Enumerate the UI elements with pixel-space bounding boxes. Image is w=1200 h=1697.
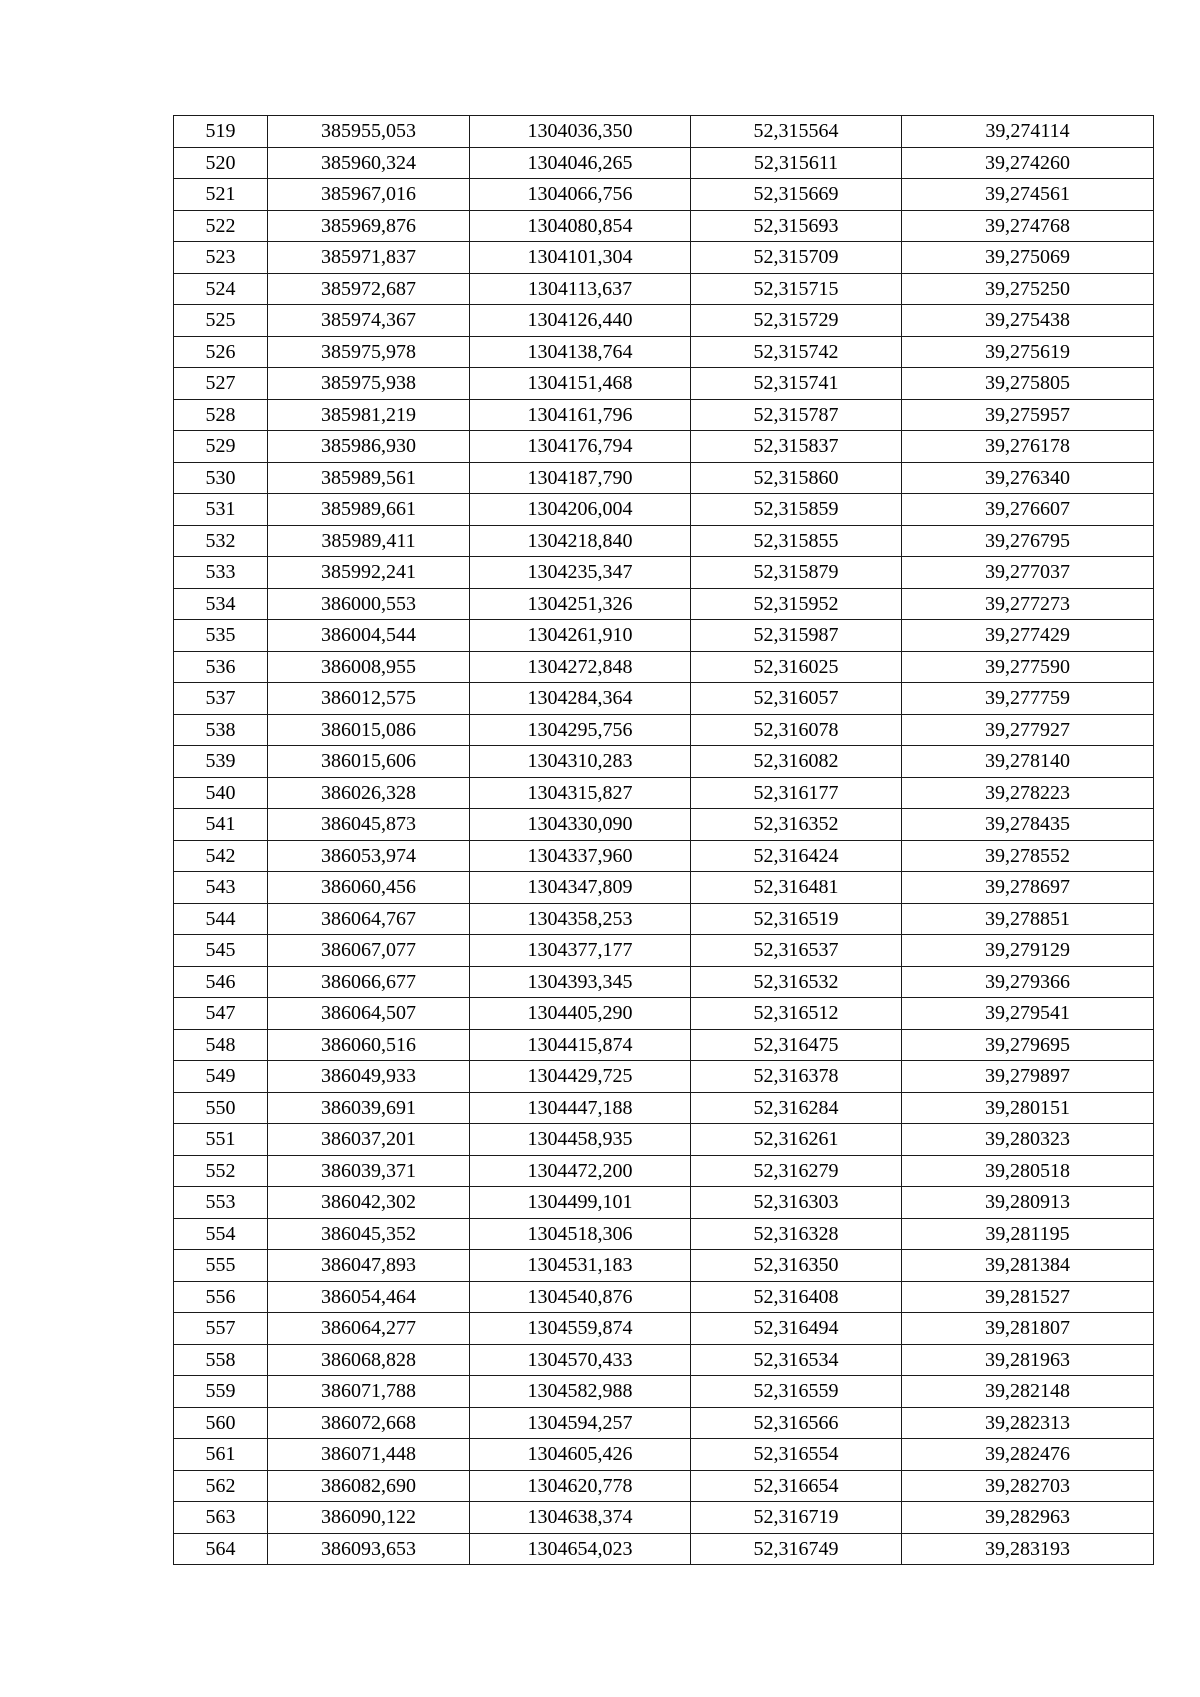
latitude-cell: 52,316512	[691, 998, 902, 1030]
point-number-cell: 555	[174, 1250, 268, 1282]
point-number-cell: 564	[174, 1533, 268, 1565]
longitude-cell: 39,280151	[902, 1092, 1154, 1124]
latitude-cell: 52,316082	[691, 746, 902, 778]
x-coordinate-cell: 386039,371	[268, 1155, 470, 1187]
y-coordinate-cell: 1304358,253	[470, 903, 691, 935]
latitude-cell: 52,315787	[691, 399, 902, 431]
x-coordinate-cell: 385972,687	[268, 273, 470, 305]
y-coordinate-cell: 1304540,876	[470, 1281, 691, 1313]
point-number-cell: 537	[174, 683, 268, 715]
point-number-cell: 563	[174, 1502, 268, 1534]
table-row	[174, 840, 1154, 872]
longitude-cell: 39,275957	[902, 399, 1154, 431]
table-row	[174, 242, 1154, 274]
y-coordinate-cell: 1304347,809	[470, 872, 691, 904]
x-coordinate-cell: 386039,691	[268, 1092, 470, 1124]
point-number-cell: 538	[174, 714, 268, 746]
longitude-cell: 39,279541	[902, 998, 1154, 1030]
latitude-cell: 52,316378	[691, 1061, 902, 1093]
x-coordinate-cell: 385974,367	[268, 305, 470, 337]
table-row	[174, 1218, 1154, 1250]
y-coordinate-cell: 1304654,023	[470, 1533, 691, 1565]
y-coordinate-cell: 1304330,090	[470, 809, 691, 841]
longitude-cell: 39,279897	[902, 1061, 1154, 1093]
table-row	[174, 809, 1154, 841]
longitude-cell: 39,277590	[902, 651, 1154, 683]
longitude-cell: 39,278552	[902, 840, 1154, 872]
latitude-cell: 52,315669	[691, 179, 902, 211]
longitude-cell: 39,279366	[902, 966, 1154, 998]
x-coordinate-cell: 386064,277	[268, 1313, 470, 1345]
latitude-cell: 52,316719	[691, 1502, 902, 1534]
point-number-cell: 528	[174, 399, 268, 431]
table-row	[174, 273, 1154, 305]
latitude-cell: 52,315859	[691, 494, 902, 526]
latitude-cell: 52,315693	[691, 210, 902, 242]
point-number-cell: 523	[174, 242, 268, 274]
table-row	[174, 525, 1154, 557]
table-row	[174, 651, 1154, 683]
point-number-cell: 552	[174, 1155, 268, 1187]
x-coordinate-cell: 385969,876	[268, 210, 470, 242]
point-number-cell: 531	[174, 494, 268, 526]
point-number-cell: 550	[174, 1092, 268, 1124]
table-row	[174, 1344, 1154, 1376]
point-number-cell: 533	[174, 557, 268, 589]
table-row	[174, 935, 1154, 967]
point-number-cell: 557	[174, 1313, 268, 1345]
point-number-cell: 553	[174, 1187, 268, 1219]
latitude-cell: 52,316408	[691, 1281, 902, 1313]
y-coordinate-cell: 1304046,265	[470, 147, 691, 179]
table-row	[174, 1376, 1154, 1408]
latitude-cell: 52,315742	[691, 336, 902, 368]
latitude-cell: 52,316177	[691, 777, 902, 809]
latitude-cell: 52,315837	[691, 431, 902, 463]
x-coordinate-cell: 385975,938	[268, 368, 470, 400]
y-coordinate-cell: 1304499,101	[470, 1187, 691, 1219]
y-coordinate-cell: 1304393,345	[470, 966, 691, 998]
latitude-cell: 52,316749	[691, 1533, 902, 1565]
latitude-cell: 52,316554	[691, 1439, 902, 1471]
longitude-cell: 39,274561	[902, 179, 1154, 211]
y-coordinate-cell: 1304429,725	[470, 1061, 691, 1093]
x-coordinate-cell: 386093,653	[268, 1533, 470, 1565]
point-number-cell: 549	[174, 1061, 268, 1093]
longitude-cell: 39,277429	[902, 620, 1154, 652]
point-number-cell: 536	[174, 651, 268, 683]
longitude-cell: 39,281527	[902, 1281, 1154, 1313]
x-coordinate-cell: 386082,690	[268, 1470, 470, 1502]
x-coordinate-cell: 386049,933	[268, 1061, 470, 1093]
point-number-cell: 546	[174, 966, 268, 998]
x-coordinate-cell: 386064,767	[268, 903, 470, 935]
longitude-cell: 39,275619	[902, 336, 1154, 368]
longitude-cell: 39,282703	[902, 1470, 1154, 1502]
longitude-cell: 39,275805	[902, 368, 1154, 400]
longitude-cell: 39,276607	[902, 494, 1154, 526]
latitude-cell: 52,315709	[691, 242, 902, 274]
point-number-cell: 530	[174, 462, 268, 494]
y-coordinate-cell: 1304415,874	[470, 1029, 691, 1061]
y-coordinate-cell: 1304315,827	[470, 777, 691, 809]
longitude-cell: 39,274260	[902, 147, 1154, 179]
y-coordinate-cell: 1304458,935	[470, 1124, 691, 1156]
x-coordinate-cell: 386004,544	[268, 620, 470, 652]
y-coordinate-cell: 1304531,183	[470, 1250, 691, 1282]
table-row	[174, 1155, 1154, 1187]
x-coordinate-cell: 385989,561	[268, 462, 470, 494]
y-coordinate-cell: 1304638,374	[470, 1502, 691, 1534]
latitude-cell: 52,315564	[691, 116, 902, 148]
table-row	[174, 1092, 1154, 1124]
longitude-cell: 39,278140	[902, 746, 1154, 778]
point-number-cell: 534	[174, 588, 268, 620]
longitude-cell: 39,282963	[902, 1502, 1154, 1534]
point-number-cell: 525	[174, 305, 268, 337]
latitude-cell: 52,316519	[691, 903, 902, 935]
longitude-cell: 39,276178	[902, 431, 1154, 463]
y-coordinate-cell: 1304066,756	[470, 179, 691, 211]
y-coordinate-cell: 1304605,426	[470, 1439, 691, 1471]
point-number-cell: 554	[174, 1218, 268, 1250]
x-coordinate-cell: 385960,324	[268, 147, 470, 179]
longitude-cell: 39,280913	[902, 1187, 1154, 1219]
y-coordinate-cell: 1304113,637	[470, 273, 691, 305]
x-coordinate-cell: 385992,241	[268, 557, 470, 589]
point-number-cell: 558	[174, 1344, 268, 1376]
x-coordinate-cell: 386047,893	[268, 1250, 470, 1282]
latitude-cell: 52,315879	[691, 557, 902, 589]
point-number-cell: 522	[174, 210, 268, 242]
latitude-cell: 52,316532	[691, 966, 902, 998]
y-coordinate-cell: 1304405,290	[470, 998, 691, 1030]
x-coordinate-cell: 386012,575	[268, 683, 470, 715]
latitude-cell: 52,316352	[691, 809, 902, 841]
point-number-cell: 524	[174, 273, 268, 305]
table-row	[174, 431, 1154, 463]
y-coordinate-cell: 1304036,350	[470, 116, 691, 148]
table-row	[174, 1407, 1154, 1439]
latitude-cell: 52,315729	[691, 305, 902, 337]
latitude-cell: 52,316057	[691, 683, 902, 715]
x-coordinate-cell: 386071,448	[268, 1439, 470, 1471]
point-number-cell: 547	[174, 998, 268, 1030]
x-coordinate-cell: 386015,606	[268, 746, 470, 778]
x-coordinate-cell: 386054,464	[268, 1281, 470, 1313]
y-coordinate-cell: 1304518,306	[470, 1218, 691, 1250]
x-coordinate-cell: 385955,053	[268, 116, 470, 148]
latitude-cell: 52,315952	[691, 588, 902, 620]
y-coordinate-cell: 1304235,347	[470, 557, 691, 589]
x-coordinate-cell: 385989,661	[268, 494, 470, 526]
point-number-cell: 529	[174, 431, 268, 463]
table-row	[174, 872, 1154, 904]
longitude-cell: 39,277927	[902, 714, 1154, 746]
x-coordinate-cell: 385975,978	[268, 336, 470, 368]
y-coordinate-cell: 1304447,188	[470, 1092, 691, 1124]
latitude-cell: 52,316350	[691, 1250, 902, 1282]
point-number-cell: 539	[174, 746, 268, 778]
point-number-cell: 527	[174, 368, 268, 400]
point-number-cell: 542	[174, 840, 268, 872]
table-row	[174, 116, 1154, 148]
longitude-cell: 39,275250	[902, 273, 1154, 305]
latitude-cell: 52,316534	[691, 1344, 902, 1376]
table-row	[174, 998, 1154, 1030]
point-number-cell: 543	[174, 872, 268, 904]
y-coordinate-cell: 1304101,304	[470, 242, 691, 274]
point-number-cell: 520	[174, 147, 268, 179]
latitude-cell: 52,316424	[691, 840, 902, 872]
table-row	[174, 588, 1154, 620]
y-coordinate-cell: 1304218,840	[470, 525, 691, 557]
point-number-cell: 526	[174, 336, 268, 368]
table-row	[174, 179, 1154, 211]
longitude-cell: 39,279695	[902, 1029, 1154, 1061]
x-coordinate-cell: 386066,677	[268, 966, 470, 998]
point-number-cell: 532	[174, 525, 268, 557]
y-coordinate-cell: 1304295,756	[470, 714, 691, 746]
longitude-cell: 39,274768	[902, 210, 1154, 242]
longitude-cell: 39,281963	[902, 1344, 1154, 1376]
latitude-cell: 52,315860	[691, 462, 902, 494]
table-row	[174, 368, 1154, 400]
y-coordinate-cell: 1304176,794	[470, 431, 691, 463]
y-coordinate-cell: 1304620,778	[470, 1470, 691, 1502]
x-coordinate-cell: 385967,016	[268, 179, 470, 211]
y-coordinate-cell: 1304151,468	[470, 368, 691, 400]
point-number-cell: 551	[174, 1124, 268, 1156]
latitude-cell: 52,316078	[691, 714, 902, 746]
y-coordinate-cell: 1304187,790	[470, 462, 691, 494]
longitude-cell: 39,275069	[902, 242, 1154, 274]
longitude-cell: 39,276340	[902, 462, 1154, 494]
table-row	[174, 1061, 1154, 1093]
x-coordinate-cell: 386071,788	[268, 1376, 470, 1408]
point-number-cell: 541	[174, 809, 268, 841]
x-coordinate-cell: 386060,516	[268, 1029, 470, 1061]
table-row	[174, 399, 1154, 431]
longitude-cell: 39,277759	[902, 683, 1154, 715]
coordinates-table	[173, 115, 1154, 1565]
table-row	[174, 210, 1154, 242]
latitude-cell: 52,316481	[691, 872, 902, 904]
table-row	[174, 1502, 1154, 1534]
y-coordinate-cell: 1304284,364	[470, 683, 691, 715]
x-coordinate-cell: 386090,122	[268, 1502, 470, 1534]
latitude-cell: 52,316494	[691, 1313, 902, 1345]
table-row	[174, 1029, 1154, 1061]
longitude-cell: 39,281807	[902, 1313, 1154, 1345]
x-coordinate-cell: 385981,219	[268, 399, 470, 431]
y-coordinate-cell: 1304582,988	[470, 1376, 691, 1408]
table-row	[174, 683, 1154, 715]
point-number-cell: 540	[174, 777, 268, 809]
y-coordinate-cell: 1304251,326	[470, 588, 691, 620]
longitude-cell: 39,278223	[902, 777, 1154, 809]
x-coordinate-cell: 386064,507	[268, 998, 470, 1030]
latitude-cell: 52,316284	[691, 1092, 902, 1124]
table-row	[174, 777, 1154, 809]
table-row	[174, 336, 1154, 368]
x-coordinate-cell: 385986,930	[268, 431, 470, 463]
latitude-cell: 52,315741	[691, 368, 902, 400]
x-coordinate-cell: 386000,553	[268, 588, 470, 620]
longitude-cell: 39,281384	[902, 1250, 1154, 1282]
x-coordinate-cell: 386045,352	[268, 1218, 470, 1250]
x-coordinate-cell: 386042,302	[268, 1187, 470, 1219]
point-number-cell: 521	[174, 179, 268, 211]
x-coordinate-cell: 386026,328	[268, 777, 470, 809]
latitude-cell: 52,316025	[691, 651, 902, 683]
y-coordinate-cell: 1304337,960	[470, 840, 691, 872]
table-row	[174, 494, 1154, 526]
latitude-cell: 52,316303	[691, 1187, 902, 1219]
y-coordinate-cell: 1304377,177	[470, 935, 691, 967]
x-coordinate-cell: 386060,456	[268, 872, 470, 904]
x-coordinate-cell: 386072,668	[268, 1407, 470, 1439]
longitude-cell: 39,283193	[902, 1533, 1154, 1565]
table-row	[174, 620, 1154, 652]
longitude-cell: 39,274114	[902, 116, 1154, 148]
longitude-cell: 39,278435	[902, 809, 1154, 841]
y-coordinate-cell: 1304570,433	[470, 1344, 691, 1376]
latitude-cell: 52,316328	[691, 1218, 902, 1250]
longitude-cell: 39,278697	[902, 872, 1154, 904]
table-row	[174, 1533, 1154, 1565]
point-number-cell: 556	[174, 1281, 268, 1313]
latitude-cell: 52,315855	[691, 525, 902, 557]
y-coordinate-cell: 1304206,004	[470, 494, 691, 526]
table-row	[174, 903, 1154, 935]
latitude-cell: 52,316537	[691, 935, 902, 967]
latitude-cell: 52,315611	[691, 147, 902, 179]
table-row	[174, 1124, 1154, 1156]
table-row	[174, 1187, 1154, 1219]
y-coordinate-cell: 1304559,874	[470, 1313, 691, 1345]
point-number-cell: 561	[174, 1439, 268, 1471]
table-row	[174, 305, 1154, 337]
table-row	[174, 1281, 1154, 1313]
latitude-cell: 52,316475	[691, 1029, 902, 1061]
longitude-cell: 39,279129	[902, 935, 1154, 967]
longitude-cell: 39,281195	[902, 1218, 1154, 1250]
x-coordinate-cell: 386045,873	[268, 809, 470, 841]
longitude-cell: 39,277037	[902, 557, 1154, 589]
longitude-cell: 39,282476	[902, 1439, 1154, 1471]
y-coordinate-cell: 1304472,200	[470, 1155, 691, 1187]
point-number-cell: 535	[174, 620, 268, 652]
table-row	[174, 746, 1154, 778]
y-coordinate-cell: 1304126,440	[470, 305, 691, 337]
table-row	[174, 1250, 1154, 1282]
longitude-cell: 39,280323	[902, 1124, 1154, 1156]
y-coordinate-cell: 1304594,257	[470, 1407, 691, 1439]
point-number-cell: 519	[174, 116, 268, 148]
table-row	[174, 1313, 1154, 1345]
y-coordinate-cell: 1304138,764	[470, 336, 691, 368]
longitude-cell: 39,275438	[902, 305, 1154, 337]
longitude-cell: 39,282313	[902, 1407, 1154, 1439]
y-coordinate-cell: 1304261,910	[470, 620, 691, 652]
y-coordinate-cell: 1304161,796	[470, 399, 691, 431]
latitude-cell: 52,315715	[691, 273, 902, 305]
x-coordinate-cell: 386067,077	[268, 935, 470, 967]
x-coordinate-cell: 386053,974	[268, 840, 470, 872]
table-row	[174, 462, 1154, 494]
longitude-cell: 39,277273	[902, 588, 1154, 620]
point-number-cell: 560	[174, 1407, 268, 1439]
longitude-cell: 39,276795	[902, 525, 1154, 557]
longitude-cell: 39,280518	[902, 1155, 1154, 1187]
x-coordinate-cell: 386068,828	[268, 1344, 470, 1376]
point-number-cell: 545	[174, 935, 268, 967]
point-number-cell: 559	[174, 1376, 268, 1408]
coordinates-table-body	[174, 116, 1154, 1565]
latitude-cell: 52,316261	[691, 1124, 902, 1156]
x-coordinate-cell: 386037,201	[268, 1124, 470, 1156]
table-row	[174, 147, 1154, 179]
x-coordinate-cell: 385989,411	[268, 525, 470, 557]
x-coordinate-cell: 386015,086	[268, 714, 470, 746]
table-row	[174, 966, 1154, 998]
point-number-cell: 562	[174, 1470, 268, 1502]
point-number-cell: 544	[174, 903, 268, 935]
latitude-cell: 52,315987	[691, 620, 902, 652]
latitude-cell: 52,316654	[691, 1470, 902, 1502]
y-coordinate-cell: 1304310,283	[470, 746, 691, 778]
x-coordinate-cell: 386008,955	[268, 651, 470, 683]
table-row	[174, 1439, 1154, 1471]
y-coordinate-cell: 1304272,848	[470, 651, 691, 683]
table-row	[174, 557, 1154, 589]
point-number-cell: 548	[174, 1029, 268, 1061]
table-row	[174, 1470, 1154, 1502]
latitude-cell: 52,316559	[691, 1376, 902, 1408]
latitude-cell: 52,316566	[691, 1407, 902, 1439]
y-coordinate-cell: 1304080,854	[470, 210, 691, 242]
longitude-cell: 39,282148	[902, 1376, 1154, 1408]
x-coordinate-cell: 385971,837	[268, 242, 470, 274]
table-row	[174, 714, 1154, 746]
latitude-cell: 52,316279	[691, 1155, 902, 1187]
longitude-cell: 39,278851	[902, 903, 1154, 935]
